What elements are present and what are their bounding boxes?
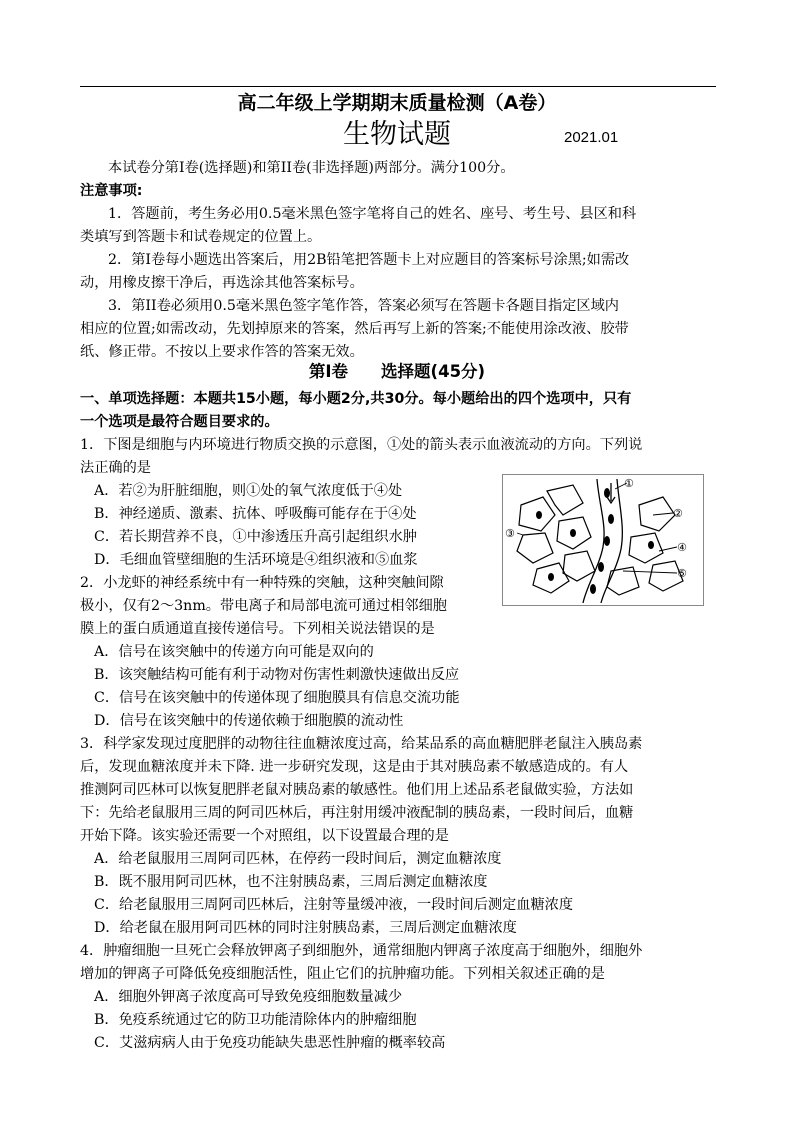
option-b: B．该突触结构可能有利于动物对伤害性刺激快速做出反应 [94, 667, 460, 683]
question-stem: 1．下图是细胞与内环境进行物质交换的示意图，①处的箭头表示血液流动的方向。下列说 [80, 437, 643, 453]
question-stem: 法正确的是 [80, 460, 151, 476]
notice-line: 1．答题前，考生务必用0.5毫米黑色签字笔将自己的姓名、座号、考生号、县区和科 [108, 206, 637, 222]
figure-label: ④ [677, 541, 687, 554]
option-c: C．若长期营养不良，①中渗透压升高引起组织水肿 [94, 529, 417, 545]
option-d: D．信号在该突触中的传递依赖于细胞膜的流动性 [94, 713, 404, 729]
option-a: A．信号在该突触中的传递方向可能是双向的 [94, 644, 374, 660]
exam-date: 2021.01 [564, 129, 619, 146]
cell-exchange-diagram [503, 475, 703, 605]
question-stem: 下：先给老鼠服用三周的阿司匹林后，再注射用缓冲液配制的胰岛素，一段时间后，血糖 [80, 805, 634, 821]
option-b: B．免疫系统通过它的防卫功能清除体内的肿瘤细胞 [94, 1012, 417, 1028]
question-stem: 推测阿司匹林可以恢复肥胖老鼠对胰岛素的敏感性。他们用上述品系老鼠做实验，方法如 [80, 782, 634, 798]
leader-line [517, 533, 523, 535]
nucleus [648, 541, 654, 549]
cell-exchange-figure [502, 474, 704, 606]
question-stem: 3．科学家发现过度肥胖的动物往往血糖浓度过高，给某品系的高血糖肥胖老鼠注入胰岛素 [80, 736, 643, 752]
header-rule [80, 86, 716, 87]
blood-cell [604, 488, 610, 498]
option-a: A．若②为肝脏细胞，则①处的氧气浓度低于④处 [94, 483, 403, 499]
figure-label: ② [673, 507, 683, 520]
blood-cell [604, 536, 610, 546]
question-stem: 2．小龙虾的神经系统中有一种特殊的突触，这种突触间隙 [80, 575, 444, 591]
blood-cell [590, 584, 596, 594]
option-c: C．艾滋病病人由于免疫功能缺失患恶性肿瘤的概率较高 [94, 1035, 446, 1051]
question-stem: 后，发现血糖浓度并未下降. 进一步研究发现，这是由于其对胰岛素不敏感造成的。有人 [80, 759, 629, 775]
leader-line [623, 571, 677, 573]
option-d: D．毛细血管壁细胞的生活环境是④组织液和⑤血浆 [94, 552, 418, 568]
option-c: C．给老鼠服用三周阿司匹林后，注射等量缓冲液，一段时间后测定血糖浓度 [94, 897, 574, 913]
option-d: D．给老鼠在服用阿司匹林的同时注射胰岛素，三周后测定血糖浓度 [94, 920, 517, 936]
section-instruction: 一、单项选择题：本题共15小题，每小题2分,共30分。每小题给出的四个选项中，只有 [80, 391, 632, 407]
exam-title: 高二年级上学期期末质量检测（A卷） [237, 92, 557, 114]
question-stem: 开始下降。该实验还需要一个对照组，以下设置最合理的是 [80, 828, 449, 844]
option-c: C．信号在该突触中的传递体现了细胞膜具有信息交流功能 [94, 690, 460, 706]
nucleus [570, 529, 576, 537]
figure-label: ③ [505, 527, 515, 540]
blood-cell [608, 514, 614, 524]
option-b: B．既不服用阿司匹林，也不注射胰岛素，三周后测定血糖浓度 [94, 874, 488, 890]
intro-text: 本试卷分第Ⅰ卷(选择题)和第II卷(非选择题)两部分。满分100分。 [108, 160, 515, 176]
option-a: A．细胞外钾离子浓度高可导致免疫细胞数量减少 [94, 989, 403, 1005]
notice-line: 动，用橡皮擦干净后，再选涂其他答案标号。 [80, 275, 364, 291]
section-instruction: 一个选项是最符合题目要求的。 [80, 414, 279, 430]
figure-label: ① [624, 477, 634, 490]
option-b: B．神经递质、激素、抗体、呼吸酶可能存在于④处 [94, 506, 417, 522]
tissue-cell [629, 533, 663, 563]
question-stem: 极小，仅有2～3nm。带电离子和局部电流可通过相邻细胞 [80, 598, 447, 614]
question-stem: 膜上的蛋白质通道直接传递信号。下列相关说法错误的是 [80, 621, 435, 637]
notice-line: 2．第Ⅰ卷每小题选出答案后，用2B铅笔把答题卡上对应题目的答案标号涂黑;如需改 [108, 252, 630, 268]
tissue-cell [639, 497, 675, 531]
nucleus [536, 511, 542, 519]
tissue-cell [563, 551, 595, 581]
tissue-cell [517, 533, 553, 563]
section-title: 第Ⅰ卷 选择题(45分) [308, 362, 486, 381]
question-stem: 增加的钾离子可降低免疫细胞活性，阻止它们的抗肿瘤功能。下列相关叙述正确的是 [80, 966, 605, 982]
notice-line: 类填写到答题卡和试卷规定的位置上。 [80, 229, 322, 245]
figure-label: ⑤ [677, 567, 687, 580]
blood-cell [598, 562, 604, 572]
leader-line [653, 513, 673, 515]
nucleus [548, 573, 554, 581]
notice-heading: 注意事项: [80, 183, 143, 199]
question-stem: 4．肿瘤细胞一旦死亡会释放钾离子到细胞外，通常细胞内钾离子浓度高于细胞外，细胞外 [80, 943, 643, 959]
notice-line: 3．第II卷必须用0.5毫米黑色签字笔作答，答案必须写在答题卡各题目指定区域内 [108, 298, 619, 314]
notice-line: 纸、修正带。不按以上要求作答的答案无效。 [80, 344, 364, 360]
notice-line: 相应的位置;如需改动，先划掉原来的答案，然后再写上新的答案;不能使用涂改液、胶带 [80, 321, 629, 337]
option-a: A．给老鼠服用三周阿司匹林，在停药一段时间后，测定血糖浓度 [94, 851, 502, 867]
subject-title: 生物试题 [343, 119, 451, 150]
